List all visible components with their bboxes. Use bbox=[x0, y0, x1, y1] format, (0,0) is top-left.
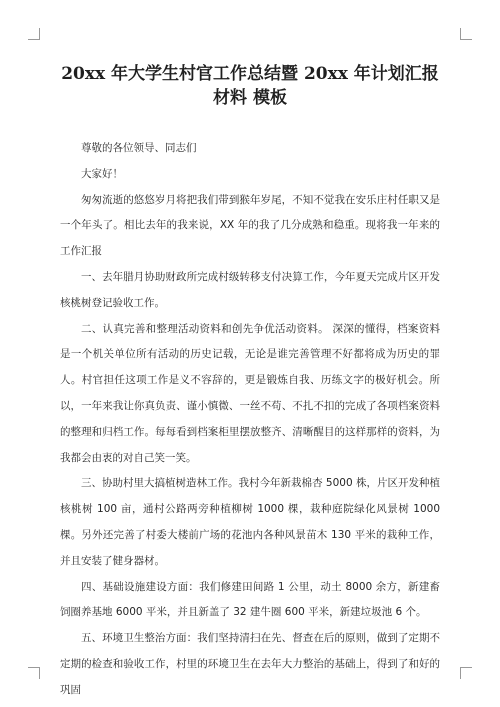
crop-mark-bottom-left bbox=[28, 667, 40, 679]
paragraph-item-3: 三、协助村里大搞植树造林工作。我村今年新栽棉杏 5000 株，片区开发种植核桃树 100 亩，通村公路两旁种植柳树 1000 棵，栽种庭院绿化风景树 1000 棵。另外还完善了村委大楼前广场的花池内各种风景苗木 130 平米的栽种工作，并且安装了健身器材。 bbox=[60, 477, 440, 567]
paragraph-item-4: 四、基础设施建设方面：我们修建田间路 1 公里，动土 8000 余方，新建畜饲圈养基地 6000 平米，并且新盖了 32 建牛圈 600 平米，新建垃圾池 6 个。 bbox=[60, 580, 440, 619]
crop-mark-top-left bbox=[28, 28, 40, 40]
document-body bbox=[60, 136, 440, 704]
paragraph-intro: 匆匆流逝的悠悠岁月将把我们带到猴年岁尾，不知不觉我在安乐庄村任职又是一个年头了。相比去年的我来说，XX 年的我了几分成熟和稳重。现将我一年来的工作汇报 bbox=[60, 193, 440, 258]
greeting: 大家好！ bbox=[81, 167, 123, 180]
crop-mark-bottom-right bbox=[460, 667, 472, 679]
paragraph-item-5: 五、环境卫生整治方面：我们坚持清扫在先、督查在后的原则，做到了定期不定期的检查和验收工作，村里的环境卫生在去年大力整治的基础上，得到了和好的巩固 bbox=[60, 632, 440, 696]
paragraph-item-2: 二、认真完善和整理活动资料和创先争优活动资料。 深深的懂得，档案资料是一个机关单位所有活动的历史记载，无论是谁完善管理不好都将成为历史的罪人。村官担任这项工作是义不容辞的，更是锻炼自我、历练文字的极好机会。所以，一年来我让你真负责、谨小慎微、一丝不苟、不扎不扣的完成了各项档案资料的整理和归档工作。每每看到档案柜里摆放整齐、清晰醒目的这样那样的资料，为我都会由衷的对自己笑一笑。 bbox=[60, 322, 440, 464]
paragraph-item-1: 一、去年腊月协助财政所完成村级转移支付决算工作，今年夏天完成片区开发核桃树登记验收工作。 bbox=[60, 270, 440, 309]
salutation: 尊敬的各位领导、同志们 bbox=[81, 142, 197, 154]
crop-mark-top-right bbox=[460, 28, 472, 40]
document-title: 20xx 年大学生村官工作总结暨 20xx 年计划汇报材料 模板 bbox=[61, 64, 439, 108]
